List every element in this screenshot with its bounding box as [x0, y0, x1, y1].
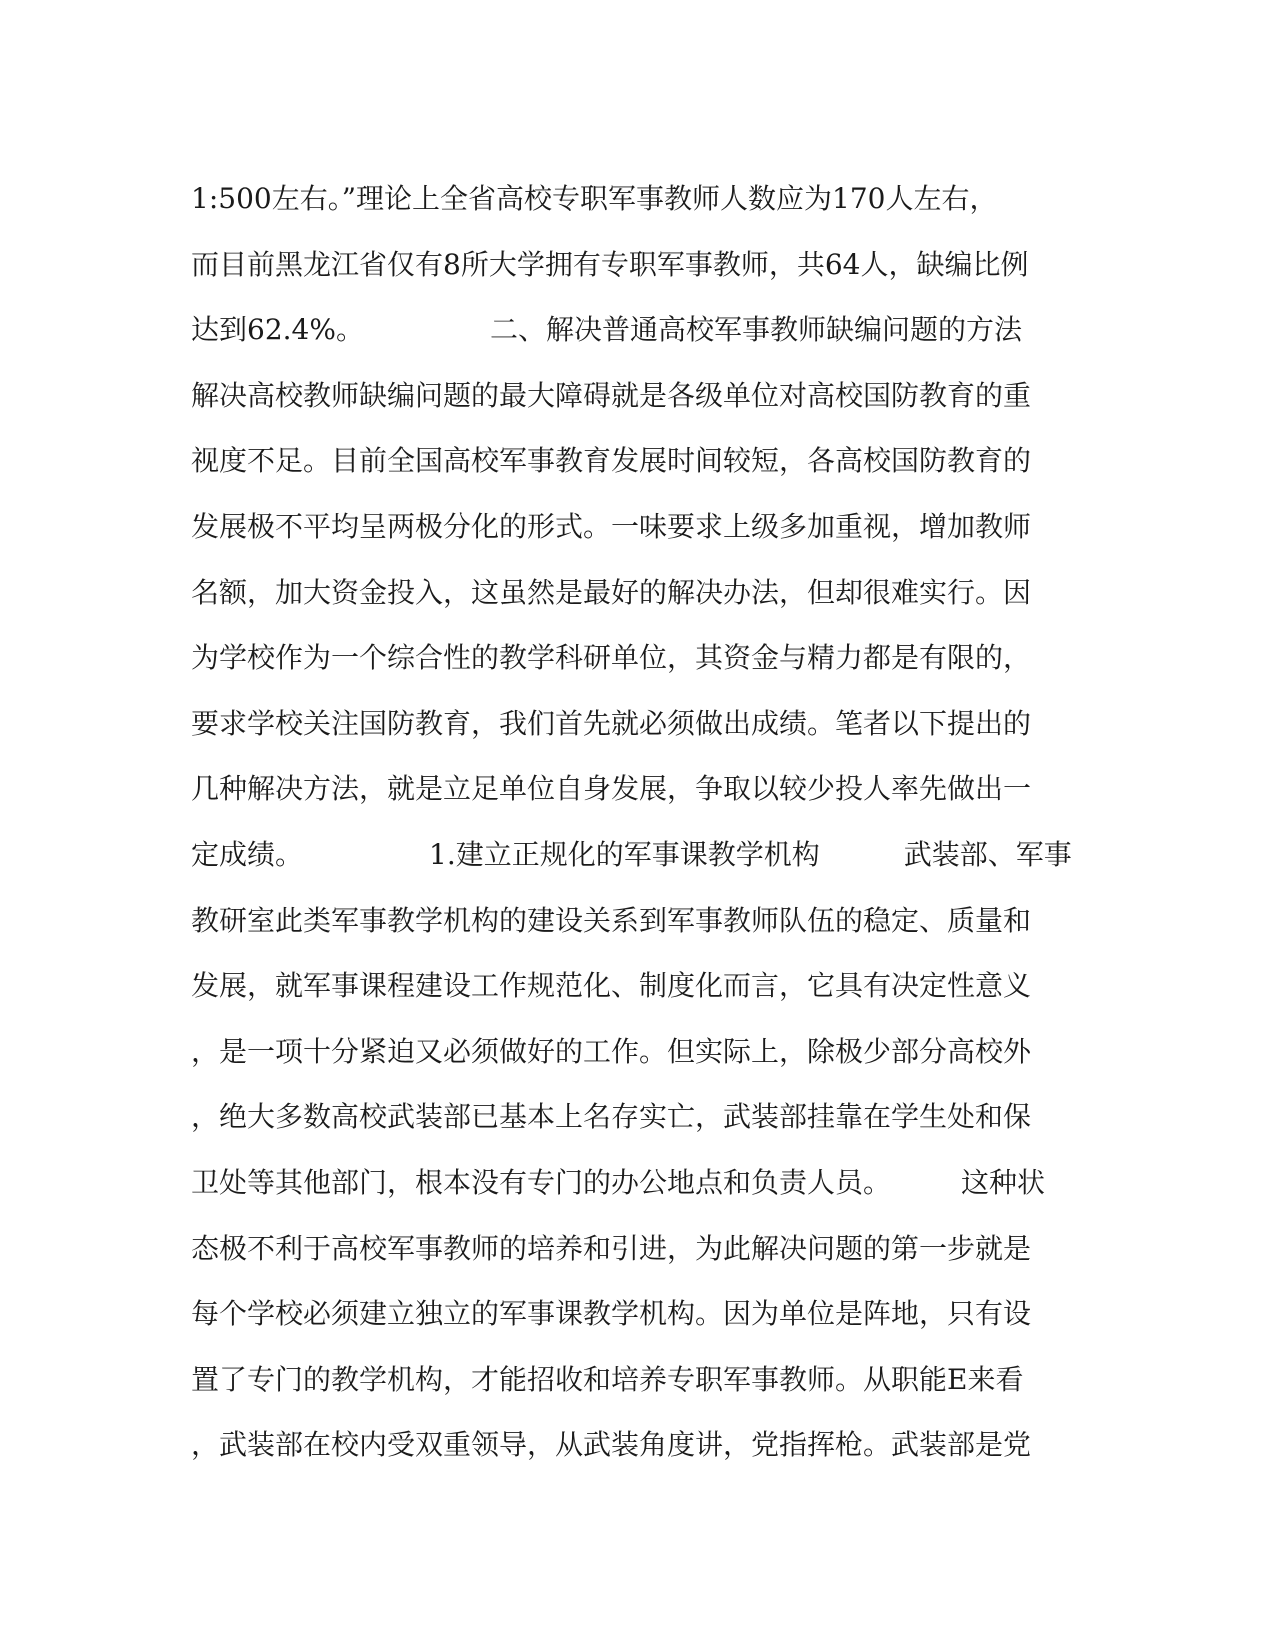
text-line-8: 为学校作为一个综合性的教学科研单位，其资金与精力都是有限的，	[191, 641, 1032, 675]
text-line-5: 视度不足。目前全国高校军事教育发展时间较短，各高校国防教育的	[191, 444, 1032, 478]
text-line-2: 而目前黑龙江省仅有8所大学拥有专职军事教师，共64人，缺编比例	[191, 247, 1029, 281]
text-line-9: 要求学校关注国防教育，我们首先就必须做出成绩。笔者以下提出的	[191, 706, 1032, 740]
body-text	[191, 166, 1091, 1478]
text-line-15: ，绝大多数高校武装部已基本上名存实亡，武装部挂靠在学生处和保	[191, 1100, 1032, 1134]
text-line-14: ，是一项十分紧迫又必须做好的工作。但实际上，除极少部分高校外	[191, 1034, 1032, 1068]
text-line-7: 名额，加大资金投入，这虽然是最好的解决办法，但却很难实行。因	[191, 575, 1032, 609]
text-line-19: 置了专门的教学机构，才能招收和培养专职军事教师。从职能E来看	[191, 1362, 1024, 1396]
text-line-12: 教研室此类军事教学机构的建设关系到军事教师队伍的稳定、质量和	[191, 903, 1032, 937]
text-line-10: 几种解决方法，就是立足单位自身发展，争取以较少投人率先做出一	[191, 772, 1032, 806]
text-line-4: 解决高校教师缺编问题的最大障碍就是各级单位对高校国防教育的重	[191, 378, 1032, 412]
text-line-11: 定成绩。 1.建立正规化的军事课教学机构 武装部、军事	[191, 837, 1072, 871]
text-line-6: 发展极不平均呈两极分化的形式。一味要求上级多加重视，增加教师	[191, 509, 1032, 543]
text-line-16: 卫处等其他部门，根本没有专门的办公地点和负责人员。 这种状	[191, 1165, 1046, 1199]
text-line-18: 每个学校必须建立独立的军事课教学机构。因为单位是阵地，只有设	[191, 1297, 1032, 1331]
text-line-20: ，武装部在校内受双重领导，从武装角度讲，党指挥枪。武装部是党	[191, 1428, 1032, 1462]
text-line-17: 态极不利于高校军事教师的培养和引进，为此解决问题的第一步就是	[191, 1231, 1032, 1265]
text-line-1: 1:500左右。”理论上全省高校专职军事教师人数应为170人左右，	[191, 182, 998, 215]
text-line-13: 发展，就军事课程建设工作规范化、制度化而言，它具有决定性意义	[191, 969, 1032, 1003]
text-line-3: 达到62.4%。 二、解决普通高校军事教师缺编问题的方法	[191, 313, 1022, 347]
